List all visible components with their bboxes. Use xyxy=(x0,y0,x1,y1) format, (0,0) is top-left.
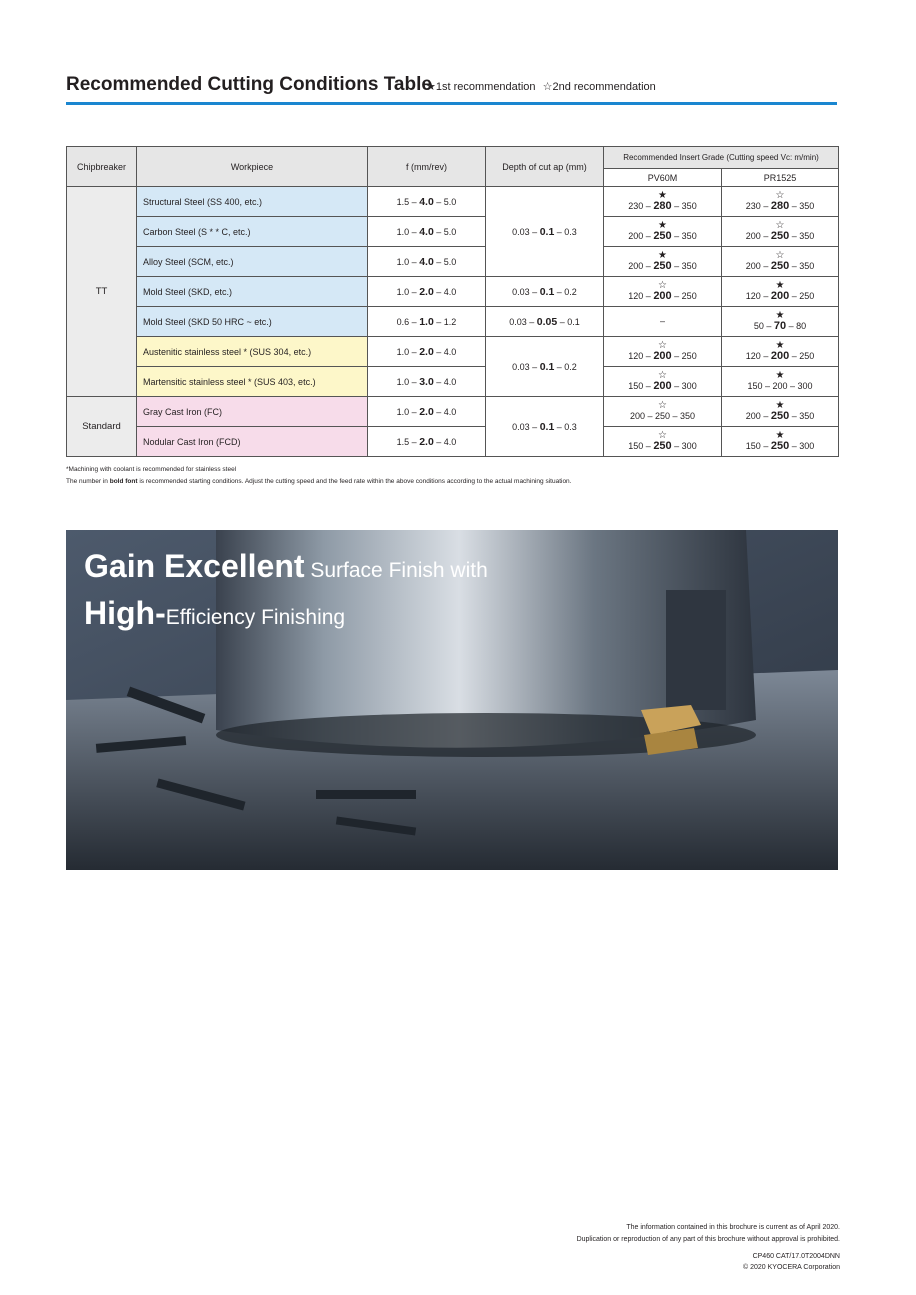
feed-cell: 1.5 – 4.0 – 5.0 xyxy=(368,187,486,217)
pv60m-speed-cell: – xyxy=(604,307,722,337)
title-divider xyxy=(66,102,837,105)
workpiece-cell: Alloy Steel (SCM, etc.) xyxy=(137,247,368,277)
headline-surface-finish: Surface Finish with xyxy=(304,559,488,582)
header-pr1525: PR1525 xyxy=(722,169,839,187)
title-row xyxy=(66,72,837,100)
header-pv60m: PV60M xyxy=(604,169,722,187)
recommendation-star-icon: ★ xyxy=(775,340,785,351)
depth-cell: 0.03 – 0.1 – 0.3 xyxy=(486,397,604,457)
recommendation-star-icon: ☆ xyxy=(775,250,785,261)
header-workpiece: Workpiece xyxy=(137,147,368,187)
recommendation-star-icon: ☆ xyxy=(658,430,667,441)
feed-cell: 1.0 – 2.0 – 4.0 xyxy=(368,277,486,307)
table-row xyxy=(67,217,839,247)
depth-cell: 0.03 – 0.1 – 0.2 xyxy=(486,337,604,397)
headline-efficiency: Efficiency Finishing xyxy=(165,606,346,629)
pv60m-speed-cell: ☆ 150 – 250 – 300 xyxy=(604,427,722,457)
pv60m-speed-cell: ☆ 120 – 200 – 250 xyxy=(604,277,722,307)
pv60m-speed-cell: ★ 230 – 280 – 350 xyxy=(604,187,722,217)
chipbreaker-cell: TT xyxy=(67,187,137,397)
recommendation-star-icon: ☆ xyxy=(658,400,667,411)
pr1525-speed-cell: ☆ 200 – 250 – 350 xyxy=(722,247,839,277)
feed-cell: 1.0 – 3.0 – 4.0 xyxy=(368,367,486,397)
recommendation-star-icon: ☆ xyxy=(775,190,785,201)
workpiece-cell: Mold Steel (SKD, etc.) xyxy=(137,277,368,307)
header-grade: Recommended Insert Grade (Cutting speed Vc: m/min) xyxy=(604,147,839,169)
footer-catalog-code: CP460 CAT/17.0T2004DNN xyxy=(752,1253,840,1260)
depth-cell: 0.03 – 0.1 – 0.3 xyxy=(486,187,604,277)
footer-copyright: © 2020 KYOCERA Corporation xyxy=(743,1264,840,1271)
footer-info: The information contained in this brochure is current as of April 2020. xyxy=(626,1224,840,1231)
legend-first: ★1st recommendation xyxy=(426,81,536,93)
table-row xyxy=(67,427,839,457)
recommendation-star-icon: ☆ xyxy=(658,370,667,381)
recommendation-star-icon: ★ xyxy=(775,400,785,411)
table-row xyxy=(67,307,839,337)
workpiece-cell: Mold Steel (SKD 50 HRC ~ etc.) xyxy=(137,307,368,337)
recommendation-star-icon: ★ xyxy=(775,310,785,321)
pv60m-speed-cell: ☆ 120 – 200 – 250 xyxy=(604,337,722,367)
banner-headline xyxy=(84,546,488,640)
pr1525-speed-cell: ☆ 230 – 280 – 350 xyxy=(722,187,839,217)
workpiece-cell: Carbon Steel (S * * C, etc.) xyxy=(137,217,368,247)
pv60m-speed-cell: ☆ 150 – 200 – 300 xyxy=(604,367,722,397)
cutting-conditions-table xyxy=(66,146,839,457)
product-photo xyxy=(66,530,838,870)
pr1525-speed-cell: ★ 150 – 200 – 300 xyxy=(722,367,839,397)
recommendation-star-icon: ★ xyxy=(775,430,785,441)
pr1525-speed-cell: ★ 50 – 70 – 80 xyxy=(722,307,839,337)
feed-cell: 1.0 – 4.0 – 5.0 xyxy=(368,247,486,277)
feed-cell: 1.0 – 2.0 – 4.0 xyxy=(368,397,486,427)
header-depth: Depth of cut ap (mm) xyxy=(486,147,604,187)
recommendation-star-icon: ★ xyxy=(658,220,667,231)
header-feed: f (mm/rev) xyxy=(368,147,486,187)
recommendation-star-icon: ☆ xyxy=(775,220,785,231)
recommendation-star-icon: ★ xyxy=(658,190,667,201)
header-chipbreaker: Chipbreaker xyxy=(67,147,137,187)
feed-cell: 1.0 – 4.0 – 5.0 xyxy=(368,217,486,247)
workpiece-cell: Austenitic stainless steel * (SUS 304, etc.) xyxy=(137,337,368,367)
recommendation-star-icon: ☆ xyxy=(658,280,667,291)
chipbreaker-cell: Standard xyxy=(67,397,137,457)
legend-second: ☆2nd recommendation xyxy=(542,81,656,93)
recommendation-legend xyxy=(426,80,656,93)
headline-high: High- xyxy=(84,595,166,631)
depth-cell: 0.03 – 0.05 – 0.1 xyxy=(486,307,604,337)
feed-cell: 0.6 – 1.0 – 1.2 xyxy=(368,307,486,337)
table-row xyxy=(67,277,839,307)
table-row xyxy=(67,367,839,397)
page-title: Recommended Cutting Conditions Table xyxy=(66,74,432,95)
pr1525-speed-cell: ★ 120 – 200 – 250 xyxy=(722,277,839,307)
table-row xyxy=(67,337,839,367)
feed-cell: 1.0 – 2.0 – 4.0 xyxy=(368,337,486,367)
note-bold-font: The number in bold font is recommended starting conditions. Adjust the cutting speed and the feed rate within the above conditions according to the actual machining situation. xyxy=(66,478,572,485)
feed-cell: 1.5 – 2.0 – 4.0 xyxy=(368,427,486,457)
pr1525-speed-cell: ★ 200 – 250 – 350 xyxy=(722,397,839,427)
note-coolant: *Machining with coolant is recommended for stainless steel xyxy=(66,466,237,473)
pv60m-speed-cell: ★ 200 – 250 – 350 xyxy=(604,247,722,277)
workpiece-cell: Nodular Cast Iron (FCD) xyxy=(137,427,368,457)
pv60m-speed-cell: ★ 200 – 250 – 350 xyxy=(604,217,722,247)
table-row xyxy=(67,187,839,217)
pr1525-speed-cell: ★ 120 – 200 – 250 xyxy=(722,337,839,367)
table-row xyxy=(67,247,839,277)
pr1525-speed-cell: ☆ 200 – 250 – 350 xyxy=(722,217,839,247)
footer-duplication: Duplication or reproduction of any part of this brochure without approval is prohibited. xyxy=(576,1236,840,1243)
workpiece-cell: Structural Steel (SS 400, etc.) xyxy=(137,187,368,217)
workpiece-cell: Martensitic stainless steel * (SUS 403, etc.) xyxy=(137,367,368,397)
pr1525-speed-cell: ★ 150 – 250 – 300 xyxy=(722,427,839,457)
depth-cell: 0.03 – 0.1 – 0.2 xyxy=(486,277,604,307)
table-body xyxy=(67,187,839,457)
workpiece-cell: Gray Cast Iron (FC) xyxy=(137,397,368,427)
pv60m-speed-cell: ☆ 200 – 250 – 350 xyxy=(604,397,722,427)
recommendation-star-icon: ★ xyxy=(775,370,785,381)
recommendation-star-icon: ★ xyxy=(775,280,785,291)
table-row xyxy=(67,397,839,427)
headline-gain-excellent: Gain Excellent xyxy=(84,548,305,584)
recommendation-star-icon: ☆ xyxy=(658,340,667,351)
recommendation-star-icon: ★ xyxy=(658,250,667,261)
